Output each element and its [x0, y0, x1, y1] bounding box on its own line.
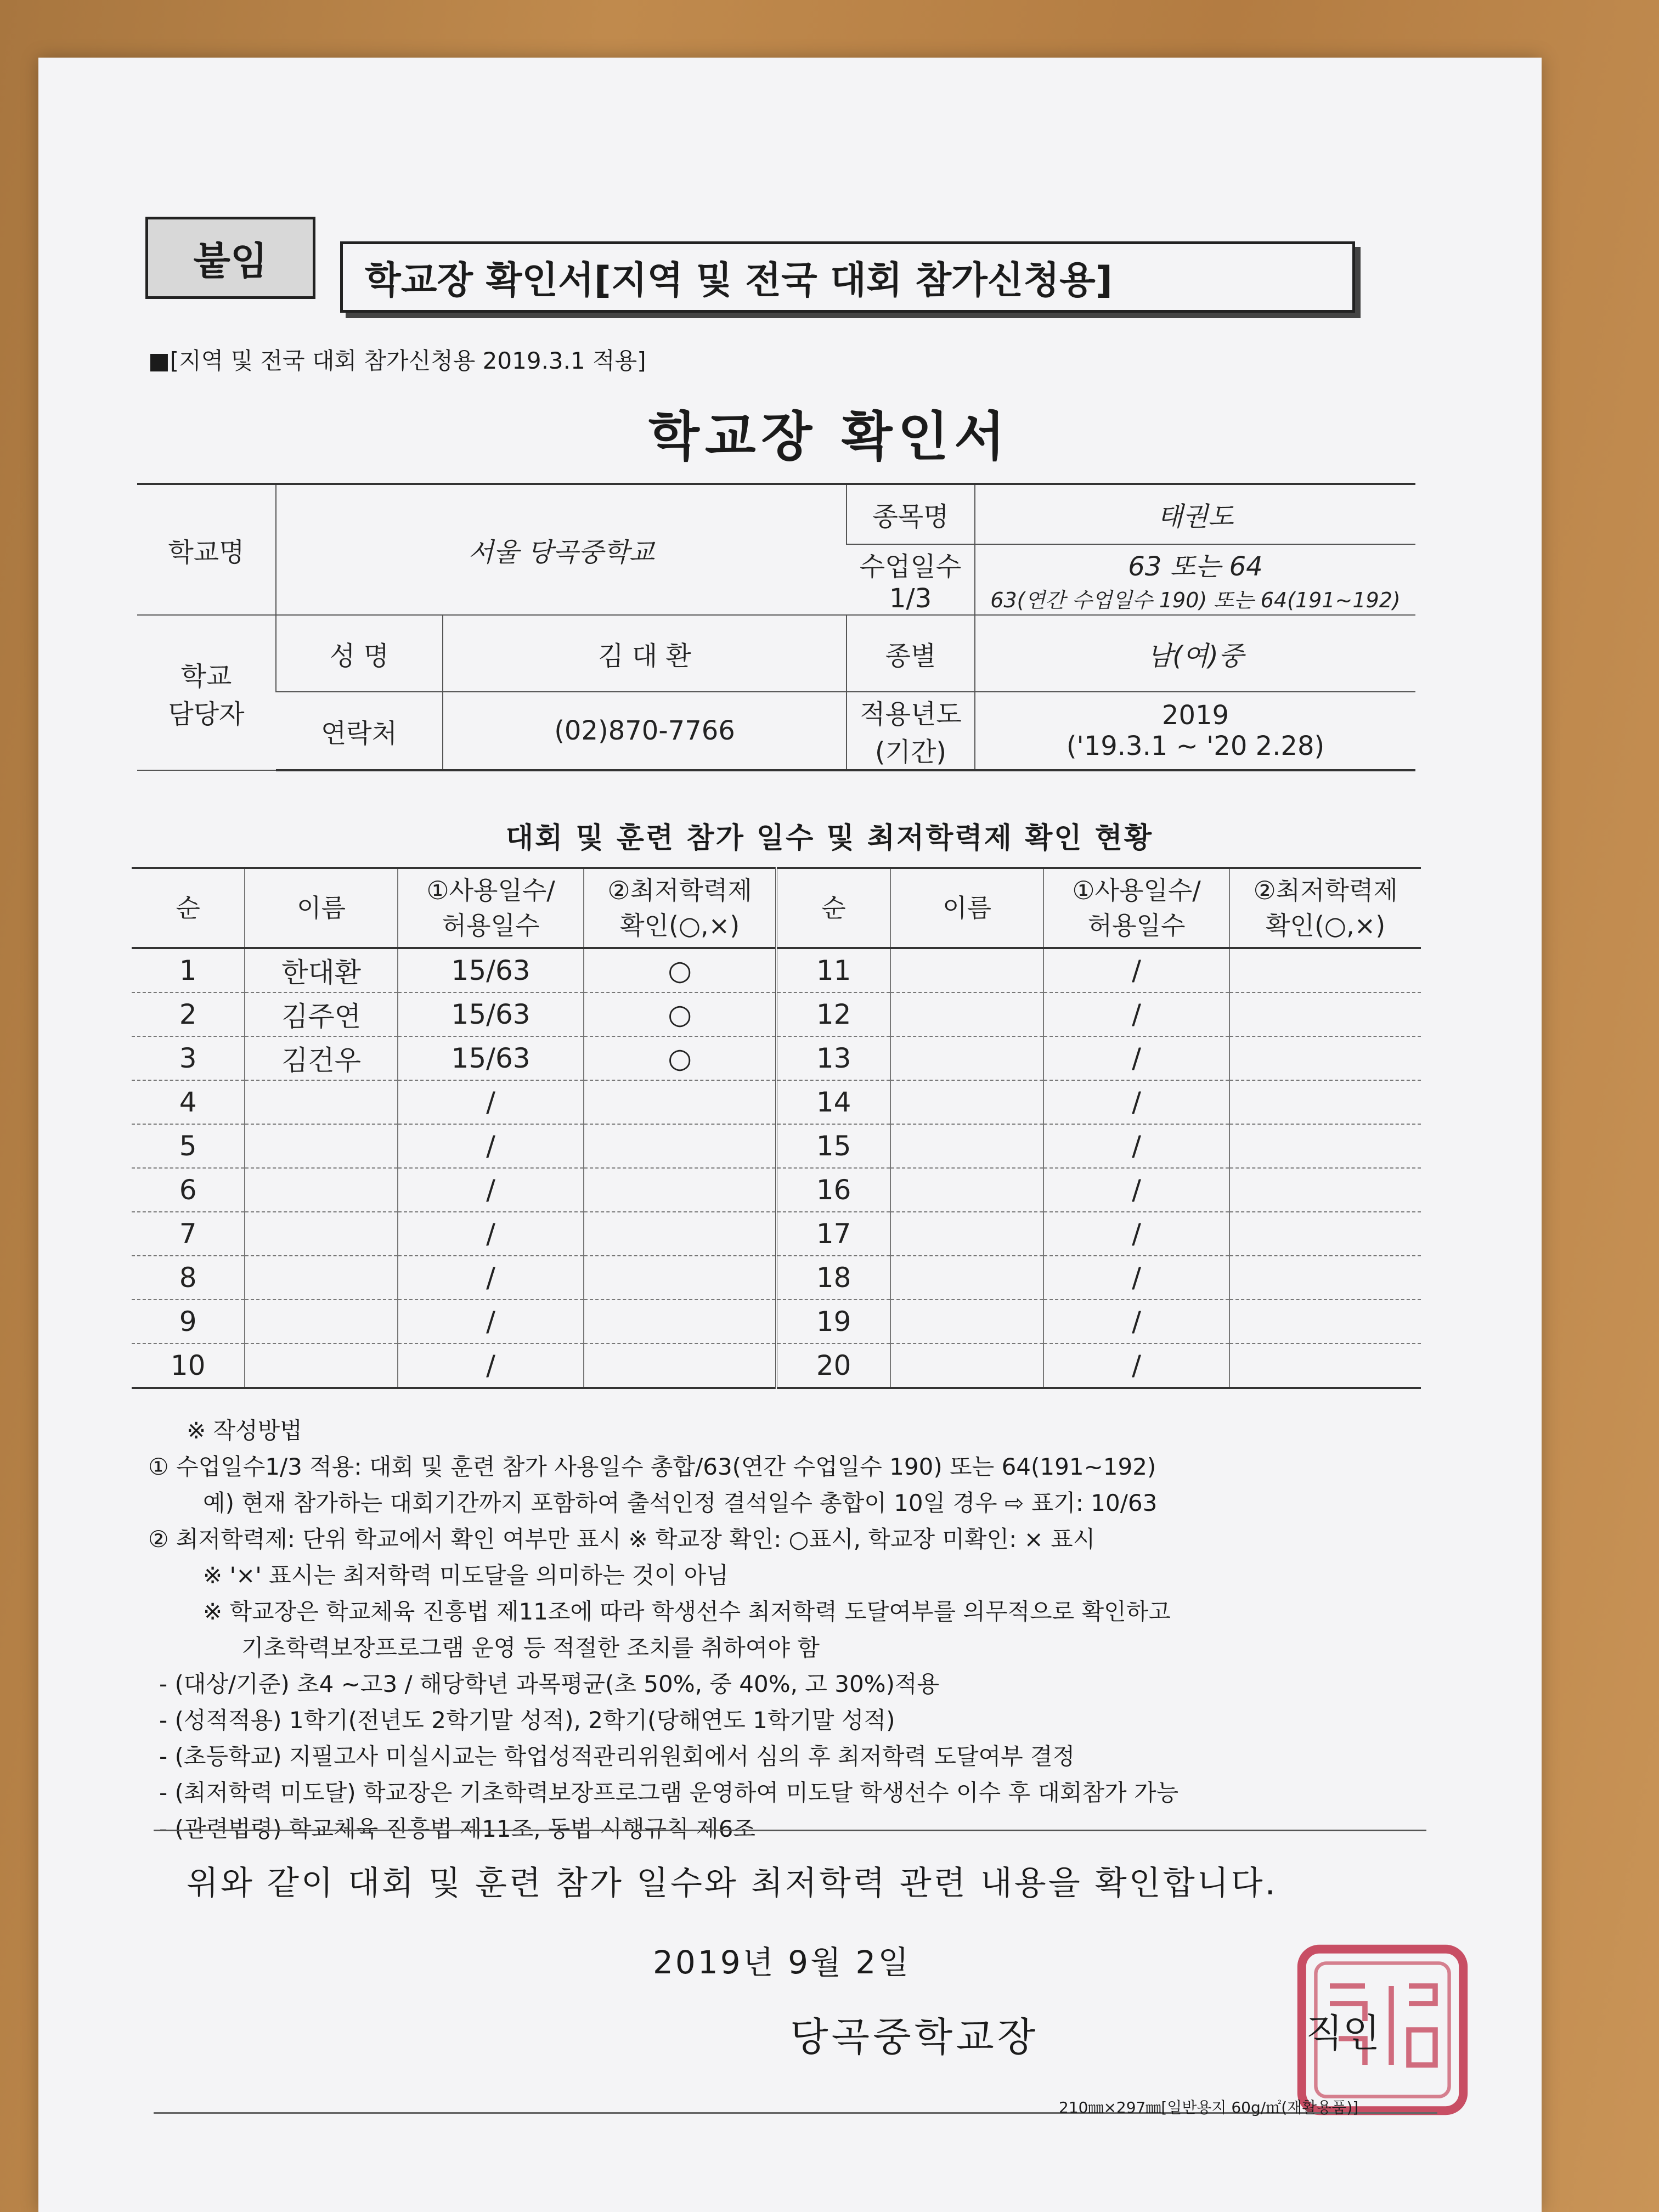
instruction-detail: - (최저학력 미도달) 학교장은 기초학력보장프로그램 운영하여 미도달 학생선수 이수 후 대회참가 가능 — [159, 1779, 1179, 1806]
seq-cell: 8 — [132, 1256, 245, 1300]
seq-cell: 17 — [776, 1212, 890, 1256]
phone-label: 연락처 — [276, 692, 443, 770]
days-cell: 15/63 — [398, 1036, 584, 1080]
name-value: 김 대 환 — [443, 615, 847, 692]
applicability-note: ■[지역 및 전국 대회 참가신청용 2019.3.1 적용] — [148, 347, 646, 374]
seq-cell: 6 — [132, 1168, 245, 1212]
days-cell: / — [1043, 1168, 1229, 1212]
check-cell: ○ — [584, 992, 776, 1036]
check-cell — [584, 1212, 776, 1256]
event-value: 태권도 — [975, 484, 1415, 544]
days-value: 63 또는 64 63(연간 수업일수 190) 또는 64(191~192) — [975, 544, 1415, 615]
days-cell: / — [1043, 1124, 1229, 1168]
days-cell: / — [398, 1344, 584, 1388]
check-cell: ○ — [584, 1036, 776, 1080]
instruction-example: 예) 현재 참가하는 대회기간까지 포함하여 출석인정 결석일수 총합이 10일 경우 ⇨ 표기: 10/63 — [203, 1489, 1158, 1516]
name-cell — [890, 1300, 1043, 1344]
header-days: ①사용일수/ 허용일수 — [398, 868, 584, 948]
name-cell — [245, 1212, 398, 1256]
name-cell: 김주연 — [245, 992, 398, 1036]
name-cell — [890, 948, 1043, 992]
instruction-item-2: ② 최저학력제: 단위 학교에서 확인 여부만 표시 ※ 학교장 확인: ○표시, 학교장 미확인: × 표시 — [148, 1526, 1096, 1553]
seq-cell: 9 — [132, 1300, 245, 1344]
table-row — [132, 1212, 1421, 1256]
table-row — [132, 1300, 1421, 1344]
school-label: 학교명 — [137, 484, 276, 615]
instructions — [148, 1413, 1421, 1847]
name-cell — [890, 1256, 1043, 1300]
instructions-heading: ※ 작성방법 — [187, 1417, 302, 1444]
instruction-note: 기초학력보장프로그램 운영 등 적절한 조치를 취하여야 함 — [241, 1634, 820, 1661]
table-row — [132, 1168, 1421, 1212]
seq-cell: 13 — [776, 1036, 890, 1080]
seal-label: 직인 — [1306, 2011, 1380, 2056]
header-check: ②최저학력제 확인(○,×) — [1229, 868, 1421, 948]
name-cell — [890, 1344, 1043, 1388]
name-cell — [245, 1080, 398, 1124]
seq-cell: 3 — [132, 1036, 245, 1080]
phone-value: (02)870-7766 — [443, 692, 847, 770]
check-cell — [1229, 1300, 1421, 1344]
name-cell — [890, 1080, 1043, 1124]
check-cell — [584, 1344, 776, 1388]
days-cell: / — [1043, 1036, 1229, 1080]
days-cell: / — [1043, 1080, 1229, 1124]
header-title: 학교장 확인서[지역 및 전국 대회 참가신청용] — [340, 241, 1355, 313]
header-days: ①사용일수/ 허용일수 — [1043, 868, 1229, 948]
seq-cell: 16 — [776, 1168, 890, 1212]
instruction-note: ※ 학교장은 학교체육 진흥법 제11조에 따라 학생선수 최저학력 도달여부를 의무적으로 확인하고 — [203, 1598, 1171, 1625]
seq-cell: 15 — [776, 1124, 890, 1168]
check-cell — [1229, 1344, 1421, 1388]
table-row — [132, 1080, 1421, 1124]
seq-cell: 11 — [776, 948, 890, 992]
instruction-detail: - (초등학교) 지필고사 미실시교는 학업성적관리위원회에서 심의 후 최저학력 도달여부 결정 — [159, 1743, 1075, 1770]
document-title: 학교장 확인서 — [648, 406, 1011, 467]
days-label: 수업일수 1/3 — [847, 544, 975, 615]
instruction-detail: - (성적적용) 1학기(전년도 2학기말 성적), 2학기(당해연도 1학기말 성적) — [159, 1707, 895, 1734]
header-name: 이름 — [890, 868, 1043, 948]
check-cell — [1229, 1212, 1421, 1256]
kind-value: 남(여)중 — [975, 615, 1415, 692]
year-label: 적용년도 (기간) — [847, 692, 975, 770]
name-cell: 김건우 — [245, 1036, 398, 1080]
year-value: 2019 ('19.3.1 ~ '20 2.28) — [975, 692, 1415, 770]
info-table — [137, 483, 1415, 771]
name-cell — [890, 1036, 1043, 1080]
days-cell: / — [1043, 1300, 1229, 1344]
participation-table — [132, 867, 1421, 1389]
table-row — [132, 1344, 1421, 1388]
days-cell: 15/63 — [398, 992, 584, 1036]
days-cell: / — [398, 1080, 584, 1124]
days-cell: / — [1043, 948, 1229, 992]
days-cell: / — [1043, 1212, 1229, 1256]
instruction-note: ※ '×' 표시는 최저학력 미도달을 의미하는 것이 아님 — [203, 1562, 729, 1589]
seq-cell: 4 — [132, 1080, 245, 1124]
seq-cell: 5 — [132, 1124, 245, 1168]
name-cell — [890, 1168, 1043, 1212]
contact-group-label: 학교 담당자 — [137, 615, 276, 770]
header-name: 이름 — [245, 868, 398, 948]
check-cell — [1229, 948, 1421, 992]
name-cell: 한대환 — [245, 948, 398, 992]
attachment-badge: 붙임 — [145, 217, 315, 299]
event-label: 종목명 — [847, 484, 975, 544]
check-cell — [584, 1256, 776, 1300]
check-cell — [1229, 1124, 1421, 1168]
days-cell: / — [1043, 992, 1229, 1036]
name-cell — [890, 992, 1043, 1036]
table-row — [132, 948, 1421, 992]
days-cell: / — [398, 1256, 584, 1300]
seq-cell: 18 — [776, 1256, 890, 1300]
days-cell: / — [398, 1168, 584, 1212]
check-cell — [1229, 1168, 1421, 1212]
seq-cell: 14 — [776, 1080, 890, 1124]
table-header-row — [132, 868, 1421, 948]
check-cell — [1229, 1036, 1421, 1080]
check-cell — [1229, 1080, 1421, 1124]
table-row — [132, 1124, 1421, 1168]
section-title: 대회 및 훈련 참가 일수 및 최저학력제 확인 현황 — [505, 822, 1154, 855]
check-cell — [584, 1168, 776, 1212]
name-cell — [245, 1124, 398, 1168]
header-check: ②최저학력제 확인(○,×) — [584, 868, 776, 948]
name-label: 성 명 — [276, 615, 443, 692]
paper-size-note: 210㎜×297㎜[일반용지 60g/㎡(재활용품)] — [1059, 2098, 1359, 2117]
check-cell — [584, 1124, 776, 1168]
seq-cell: 7 — [132, 1212, 245, 1256]
name-cell — [245, 1256, 398, 1300]
instruction-item-1: ① 수업일수1/3 적용: 대회 및 훈련 참가 사용일수 총합/63(연간 수업일수 190) 또는 64(191~192) — [148, 1453, 1156, 1480]
name-cell — [245, 1300, 398, 1344]
name-cell — [245, 1344, 398, 1388]
days-cell: 15/63 — [398, 948, 584, 992]
check-cell — [584, 1300, 776, 1344]
check-cell: ○ — [584, 948, 776, 992]
divider — [154, 1830, 1426, 1831]
seq-cell: 12 — [776, 992, 890, 1036]
header-seq: 순 — [132, 868, 245, 948]
seq-cell: 10 — [132, 1344, 245, 1388]
school-value: 서울 당곡중학교 — [276, 484, 847, 615]
days-cell: / — [1043, 1256, 1229, 1300]
instruction-detail: - (관련법령) 학교체육 진흥법 제11조, 동법 시행규칙 제6조 — [159, 1815, 755, 1842]
days-cell: / — [398, 1300, 584, 1344]
days-cell: / — [398, 1212, 584, 1256]
days-cell: / — [398, 1124, 584, 1168]
principal-signature-line: 당곡중학교장 — [790, 2014, 1039, 2060]
seq-cell: 2 — [132, 992, 245, 1036]
name-cell — [245, 1168, 398, 1212]
table-row — [132, 992, 1421, 1036]
name-cell — [890, 1212, 1043, 1256]
check-cell — [1229, 1256, 1421, 1300]
header-seq: 순 — [776, 868, 890, 948]
seq-cell: 1 — [132, 948, 245, 992]
name-cell — [890, 1124, 1043, 1168]
issue-date: 2019년 9월 2일 — [653, 1944, 911, 1981]
kind-label: 종별 — [847, 615, 975, 692]
table-row — [132, 1256, 1421, 1300]
seq-cell: 20 — [776, 1344, 890, 1388]
confirmation-statement: 위와 같이 대회 및 훈련 참가 일수와 최저학력 관련 내용을 확인합니다. — [187, 1864, 1278, 1903]
days-cell: / — [1043, 1344, 1229, 1388]
table-row — [132, 1036, 1421, 1080]
seq-cell: 19 — [776, 1300, 890, 1344]
instruction-detail: - (대상/기준) 초4 ~고3 / 해당학년 과목평균(초 50%, 중 40%, 고 30%)적용 — [159, 1671, 940, 1697]
check-cell — [584, 1080, 776, 1124]
check-cell — [1229, 992, 1421, 1036]
